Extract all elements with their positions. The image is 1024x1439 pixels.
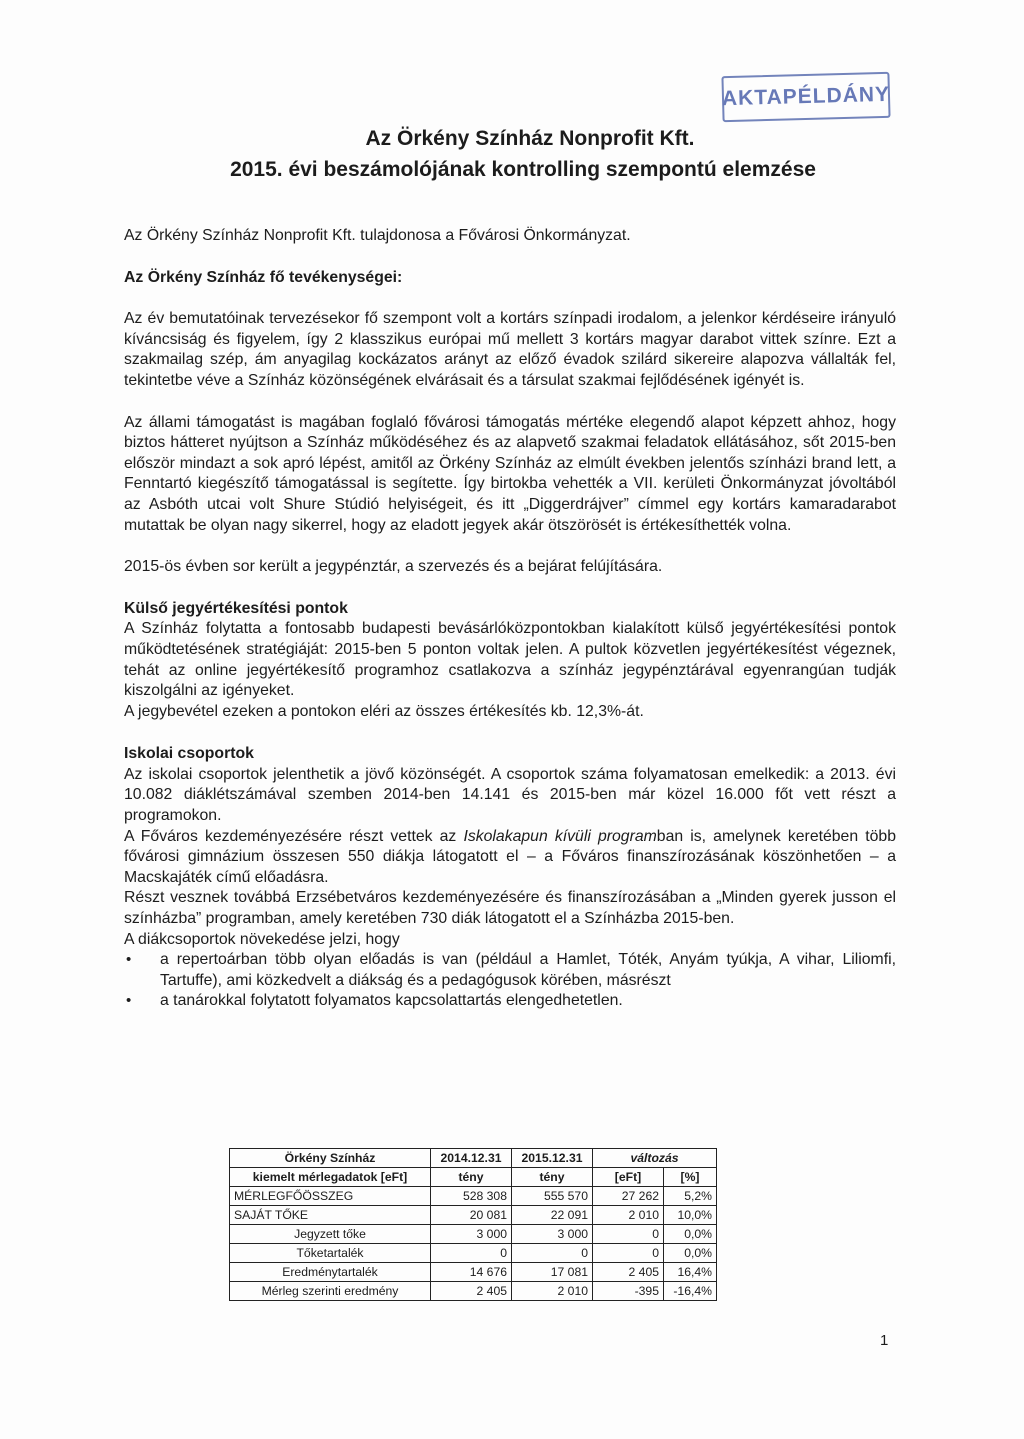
owner-paragraph: Az Örkény Színház Nonprofit Kft. tulajdonosa a Fővárosi Önkormányzat. — [124, 227, 631, 244]
list-item: • a repertoárban több olyan előadás is van (például a Hamlet, Tóték, Anyám tyúkja, A vihar, Liliomfi, Tartuffe), ami közkedvelt a diákság és a pedagógusok körében, másrészt — [124, 950, 896, 991]
table-cell-label: Eredménytartalék — [230, 1263, 431, 1282]
table-header-change: változás — [593, 1149, 717, 1168]
school-program-paragraph — [124, 827, 896, 889]
table-cell-2014: 0 — [431, 1244, 512, 1263]
paragraph-premieres: Az év bemutatóinak tervezésekor fő szempont volt a kortárs színpadi irodalom, a jelenkor kérdéseire irányuló kíváncsiság és figyelem, így 2 klasszikus európai mű mellett 3 kortárs magyar darabot vittek színre. Ezt a szakmailag szép, ám anyagilag kockázatos arányt az előző évadok szilárd sikereire alapozva vállalták fel, tekintetbe véve a Színház közönségének elvárásait és a társulat szakmai fejlődésének igényét is. — [124, 310, 896, 389]
paragraph-funding: Az állami támogatást is magában foglaló fővárosi támogatás mértéke elegendő alapot képzett ahhoz, hogy biztos hátteret nyújtson a Színház működéséhez és az alapvető szakmai feladatok ellátásához, sőt 2015-ben először mindazt a sok apró lépést, amitől az Örkény Színház az elmúlt években jelentős színházi brand lett, a Fenntartó kiegészítő támogatással is segítette. Így birtokba vehették a VII. kerületi Önkormányzat jóvoltából az Asbóth utcai volt Shure Stúdió helyiségeit, és itt „Diggerdrájver” címmel egy kortárs kamaradarabot mutattak be olyan nagy sikerrel, hogy az eladott jegyek akár ötszörösét is értékesíthették volna. — [124, 413, 896, 534]
ticket-revenue-paragraph: A jegybevétel ezeken a pontokon eléri az összes értékesítés kb. 12,3%-át. — [124, 702, 644, 720]
list-item: • a tanárokkal folytatott folyamatos kapcsolattartás elengedhetetlen. — [124, 991, 896, 1012]
table-row — [230, 1225, 717, 1244]
activities-heading: Az Örkény Színház fő tevékenységei: — [124, 268, 403, 286]
table-cell-pct: -16,4% — [664, 1282, 717, 1301]
table-cell-label: Tőketartalék — [230, 1244, 431, 1263]
table-row — [230, 1263, 717, 1282]
table-header-actual-2015: tény — [512, 1168, 593, 1187]
table-cell-pct: 16,4% — [664, 1263, 717, 1282]
school-program-name: Iskolakapun kívüli program — [463, 827, 657, 845]
table-row — [230, 1244, 717, 1263]
table-cell-2015: 3 000 — [512, 1225, 593, 1244]
table-cell-pct: 10,0% — [664, 1206, 717, 1225]
section-heading-ticket-points: Külső jegyértékesítési pontok — [124, 599, 348, 617]
table-cell-2014: 528 308 — [431, 1187, 512, 1206]
document-title-line1: Az Örkény Színház Nonprofit Kft. — [365, 127, 695, 150]
growth-reasons-list — [124, 950, 896, 1012]
table-header-theater: Örkény Színház — [230, 1149, 431, 1168]
table-header-2014: 2014.12.31 — [431, 1149, 512, 1168]
table-cell-2014: 20 081 — [431, 1206, 512, 1225]
table-cell-2014: 3 000 — [431, 1225, 512, 1244]
table-cell-label: Mérleg szerinti eredmény — [230, 1282, 431, 1301]
table-cell-label: SAJÁT TŐKE — [230, 1206, 431, 1225]
section-heading-school-groups: Iskolai csoportok — [124, 745, 254, 763]
paragraph-renovation: 2015-ös évben sor került a jegypénztár, a szervezés és a bejárat felújítására. — [124, 558, 663, 576]
table-cell-2015: 2 010 — [512, 1282, 593, 1301]
table-cell-pct: 5,2% — [664, 1187, 717, 1206]
copy-stamp: AKTAPÉLDÁNY — [721, 72, 890, 122]
erzsebetvaros-program-paragraph: Részt vesznek továbbá Erzsébetváros kezdeményezésére és finanszírozásában a „Minden gyerek jusson el színházba” programban, amely keretében 730 diák látogatott el a Színházba 2015-ben. — [124, 889, 896, 928]
table-header-key-data: kiemelt mérlegadatok [eFt] — [230, 1168, 431, 1187]
table-cell-pct: 0,0% — [664, 1225, 717, 1244]
table-cell-2014: 2 405 — [431, 1282, 512, 1301]
table-header-eft: [eFt] — [593, 1168, 664, 1187]
ticket-points-paragraph: A Színház folytatta a fontosabb budapesti bevásárlóközpontokban kialakított külső jegyértékesítési pontok működtetésének stratégiáját: 2015-ben 5 ponton voltak jelen. A pultok közvetlen jegyértékesítést végeznek, tehát az online jegyértékesítő programhoz csatlakozva a színház jegypénztárával egyenrangúan tudják kiszolgálni az igényeket. — [124, 620, 896, 700]
document-body — [124, 226, 896, 1012]
table-header-row — [230, 1168, 717, 1187]
balance-sheet-table — [229, 1148, 717, 1301]
table-cell-2015: 22 091 — [512, 1206, 593, 1225]
table-cell-pct: 0,0% — [664, 1244, 717, 1263]
school-groups-paragraph: Az iskolai csoportok jelenthetik a jövő közönségét. A csoportok száma folyamatosan emelkedik: a 2013. évi 10.082 diáklétszámával szemben 2014-ben 14.141 és 2015-ben már közel 16.000 főt vett részt a programokon. — [124, 765, 896, 825]
school-program-text-a: A Főváros kezdeményezésére részt vettek az — [124, 827, 464, 845]
table-cell-2015: 0 — [512, 1244, 593, 1263]
table-header-pct: [%] — [664, 1168, 717, 1187]
table-cell-2015: 555 570 — [512, 1187, 593, 1206]
table-cell-label: Jegyzett tőke — [230, 1225, 431, 1244]
table-row — [230, 1187, 717, 1206]
page-number: 1 — [880, 1332, 889, 1349]
table-cell-diff: 2 010 — [593, 1206, 664, 1225]
table-cell-2014: 14 676 — [431, 1263, 512, 1282]
growth-intro-paragraph: A diákcsoportok növekedése jelzi, hogy — [124, 930, 400, 948]
school-program-text-b: ban is, amelynek keretében több fővárosi gimnázium összesen 550 diákja látogatott el – a Főváros finanszírozásának köszönhetően – a Macskajáték című előadásra. — [124, 827, 896, 886]
table-cell-label: MÉRLEGFŐÖSSZEG — [230, 1187, 431, 1206]
table-row — [230, 1206, 717, 1225]
table-row — [230, 1282, 717, 1301]
table-cell-diff: 27 262 — [593, 1187, 664, 1206]
table-cell-diff: 2 405 — [593, 1263, 664, 1282]
document-title-line2: 2015. évi beszámolójának kontrolling szempontú elemzése — [230, 158, 816, 181]
table-cell-diff: 0 — [593, 1244, 664, 1263]
table-header-2015: 2015.12.31 — [512, 1149, 593, 1168]
table-cell-diff: 0 — [593, 1225, 664, 1244]
table-header-row — [230, 1149, 717, 1168]
table-header-actual-2014: tény — [431, 1168, 512, 1187]
table-cell-2015: 17 081 — [512, 1263, 593, 1282]
table-cell-diff: -395 — [593, 1282, 664, 1301]
